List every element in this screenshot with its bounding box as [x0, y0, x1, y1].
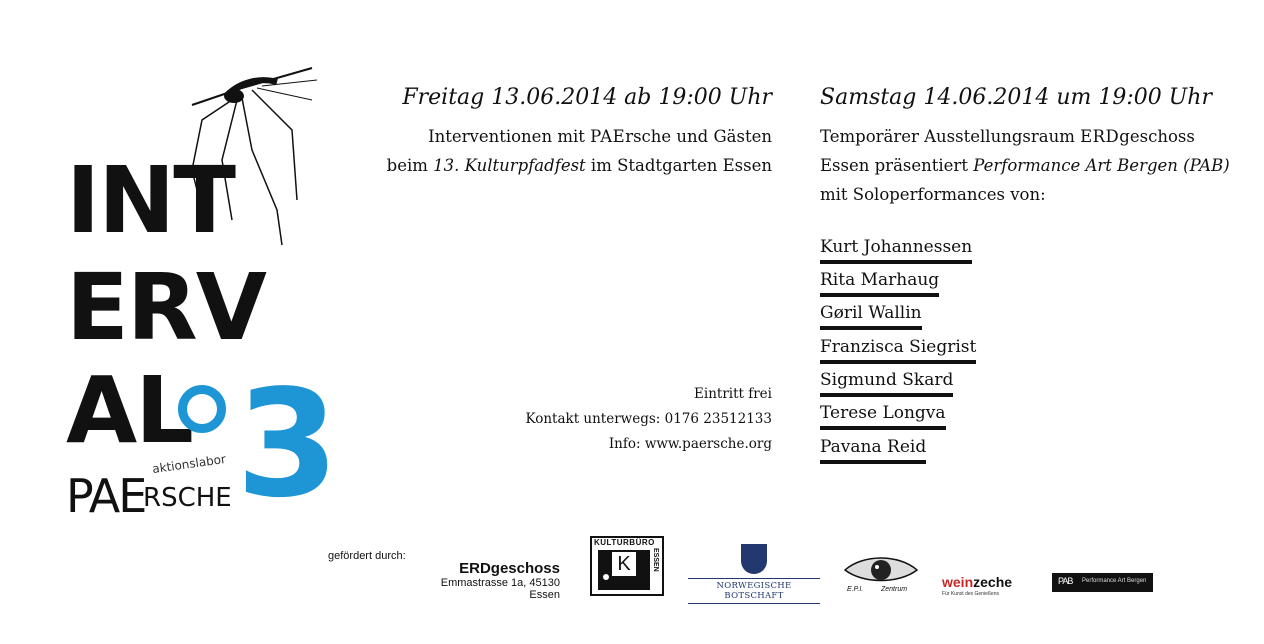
botschaft-text: NORWEGISCHE BOTSCHAFT — [688, 578, 820, 604]
kulturbuero-dot — [603, 574, 609, 580]
event-saturday-line-3: mit Soloperformances von: — [820, 185, 1046, 204]
entry-text: Eintritt frei — [694, 386, 772, 402]
weinzeche-logo — [942, 572, 1026, 597]
event-friday — [387, 84, 772, 180]
sponsored-by-label: gefördert durch: — [328, 550, 406, 562]
event-saturday-heading: Samstag 14.06.2014 um 19:00 Uhr — [820, 85, 1212, 110]
sponsor-erdgeschoss — [416, 560, 560, 601]
zeche-text: zeche — [973, 574, 1013, 590]
logo-circle — [178, 385, 226, 433]
epi-logo — [843, 552, 919, 596]
pab-mark: PAB — [1058, 576, 1073, 586]
epi-text: E.P.I. — [847, 586, 864, 593]
artist-item: Kurt Johannessen — [820, 236, 972, 264]
pab-logo — [1052, 573, 1153, 592]
text-smallcaps: ERD — [1080, 127, 1120, 146]
artist-item: Rita Marhaug — [820, 269, 939, 297]
sponsor-title: ERDgeschoss — [459, 560, 560, 577]
epi-zentrum-text: Zentrum — [881, 586, 908, 593]
brand-tagline: aktionslabor — [151, 451, 227, 477]
kulturbuero-logo — [590, 536, 662, 594]
artist-item: Pavana Reid — [820, 436, 926, 464]
wein-text: wein — [942, 574, 974, 590]
logo-line-1: INT — [66, 147, 234, 254]
text-italic: 13. Kulturpfadfest — [433, 156, 586, 175]
logo-line-2: ERV — [66, 254, 265, 361]
event-friday-heading: Freitag 13.06.2014 ab 19:00 Uhr — [402, 85, 772, 110]
wein-sub-text: Für Kunst des Genießens — [942, 591, 999, 597]
contact-text: Kontakt unterwegs: 0176 23512133 — [525, 411, 772, 427]
logo-number: 3 — [236, 358, 339, 530]
logo-line-3: AL — [66, 357, 192, 464]
event-saturday — [820, 84, 1230, 209]
kulturbuero-letter: K — [612, 552, 636, 576]
event-saturday-line-2 — [820, 151, 1230, 180]
artist-item: Franzisca Siegrist — [820, 336, 976, 364]
text-part: Temporärer Ausstellungsraum — [820, 127, 1081, 146]
kulturbuero-title: KULTURBÜRO — [594, 538, 655, 547]
text-part: Essen präsentiert — [820, 156, 974, 175]
info-block — [526, 382, 773, 457]
text-part: im Stadtgarten Essen — [585, 156, 772, 175]
botschaft-logo — [688, 544, 820, 604]
brand-pae: PAE — [66, 469, 146, 523]
text-smallcaps: PAE — [590, 127, 626, 146]
event-friday-line-2 — [387, 151, 772, 180]
artist-item: Terese Longva — [820, 402, 946, 430]
sponsor-address: Emmastrasse 1a, 45130 Essen — [440, 577, 560, 601]
eye-icon — [843, 552, 919, 586]
text-italic: Performance Art Bergen (PAB) — [973, 156, 1230, 175]
coat-of-arms-icon — [741, 544, 767, 574]
pab-text: Performance Art Bergen — [1082, 578, 1147, 584]
text-part: rsche und Gästen — [625, 127, 772, 146]
text-part: Interventionen mit — [428, 127, 591, 146]
kulturbuero-side: ESSEN — [652, 548, 659, 572]
brand-rsche: RSCHE — [143, 483, 232, 513]
event-friday-line-1 — [387, 122, 772, 151]
text-part: geschoss — [1119, 127, 1195, 146]
event-saturday-line-1 — [820, 122, 1230, 151]
web-link[interactable]: Info: www.paersche.org — [608, 436, 772, 452]
artist-item: Gøril Wallin — [820, 302, 922, 330]
text-part: beim — [386, 156, 434, 175]
artist-item: Sigmund Skard — [820, 369, 953, 397]
